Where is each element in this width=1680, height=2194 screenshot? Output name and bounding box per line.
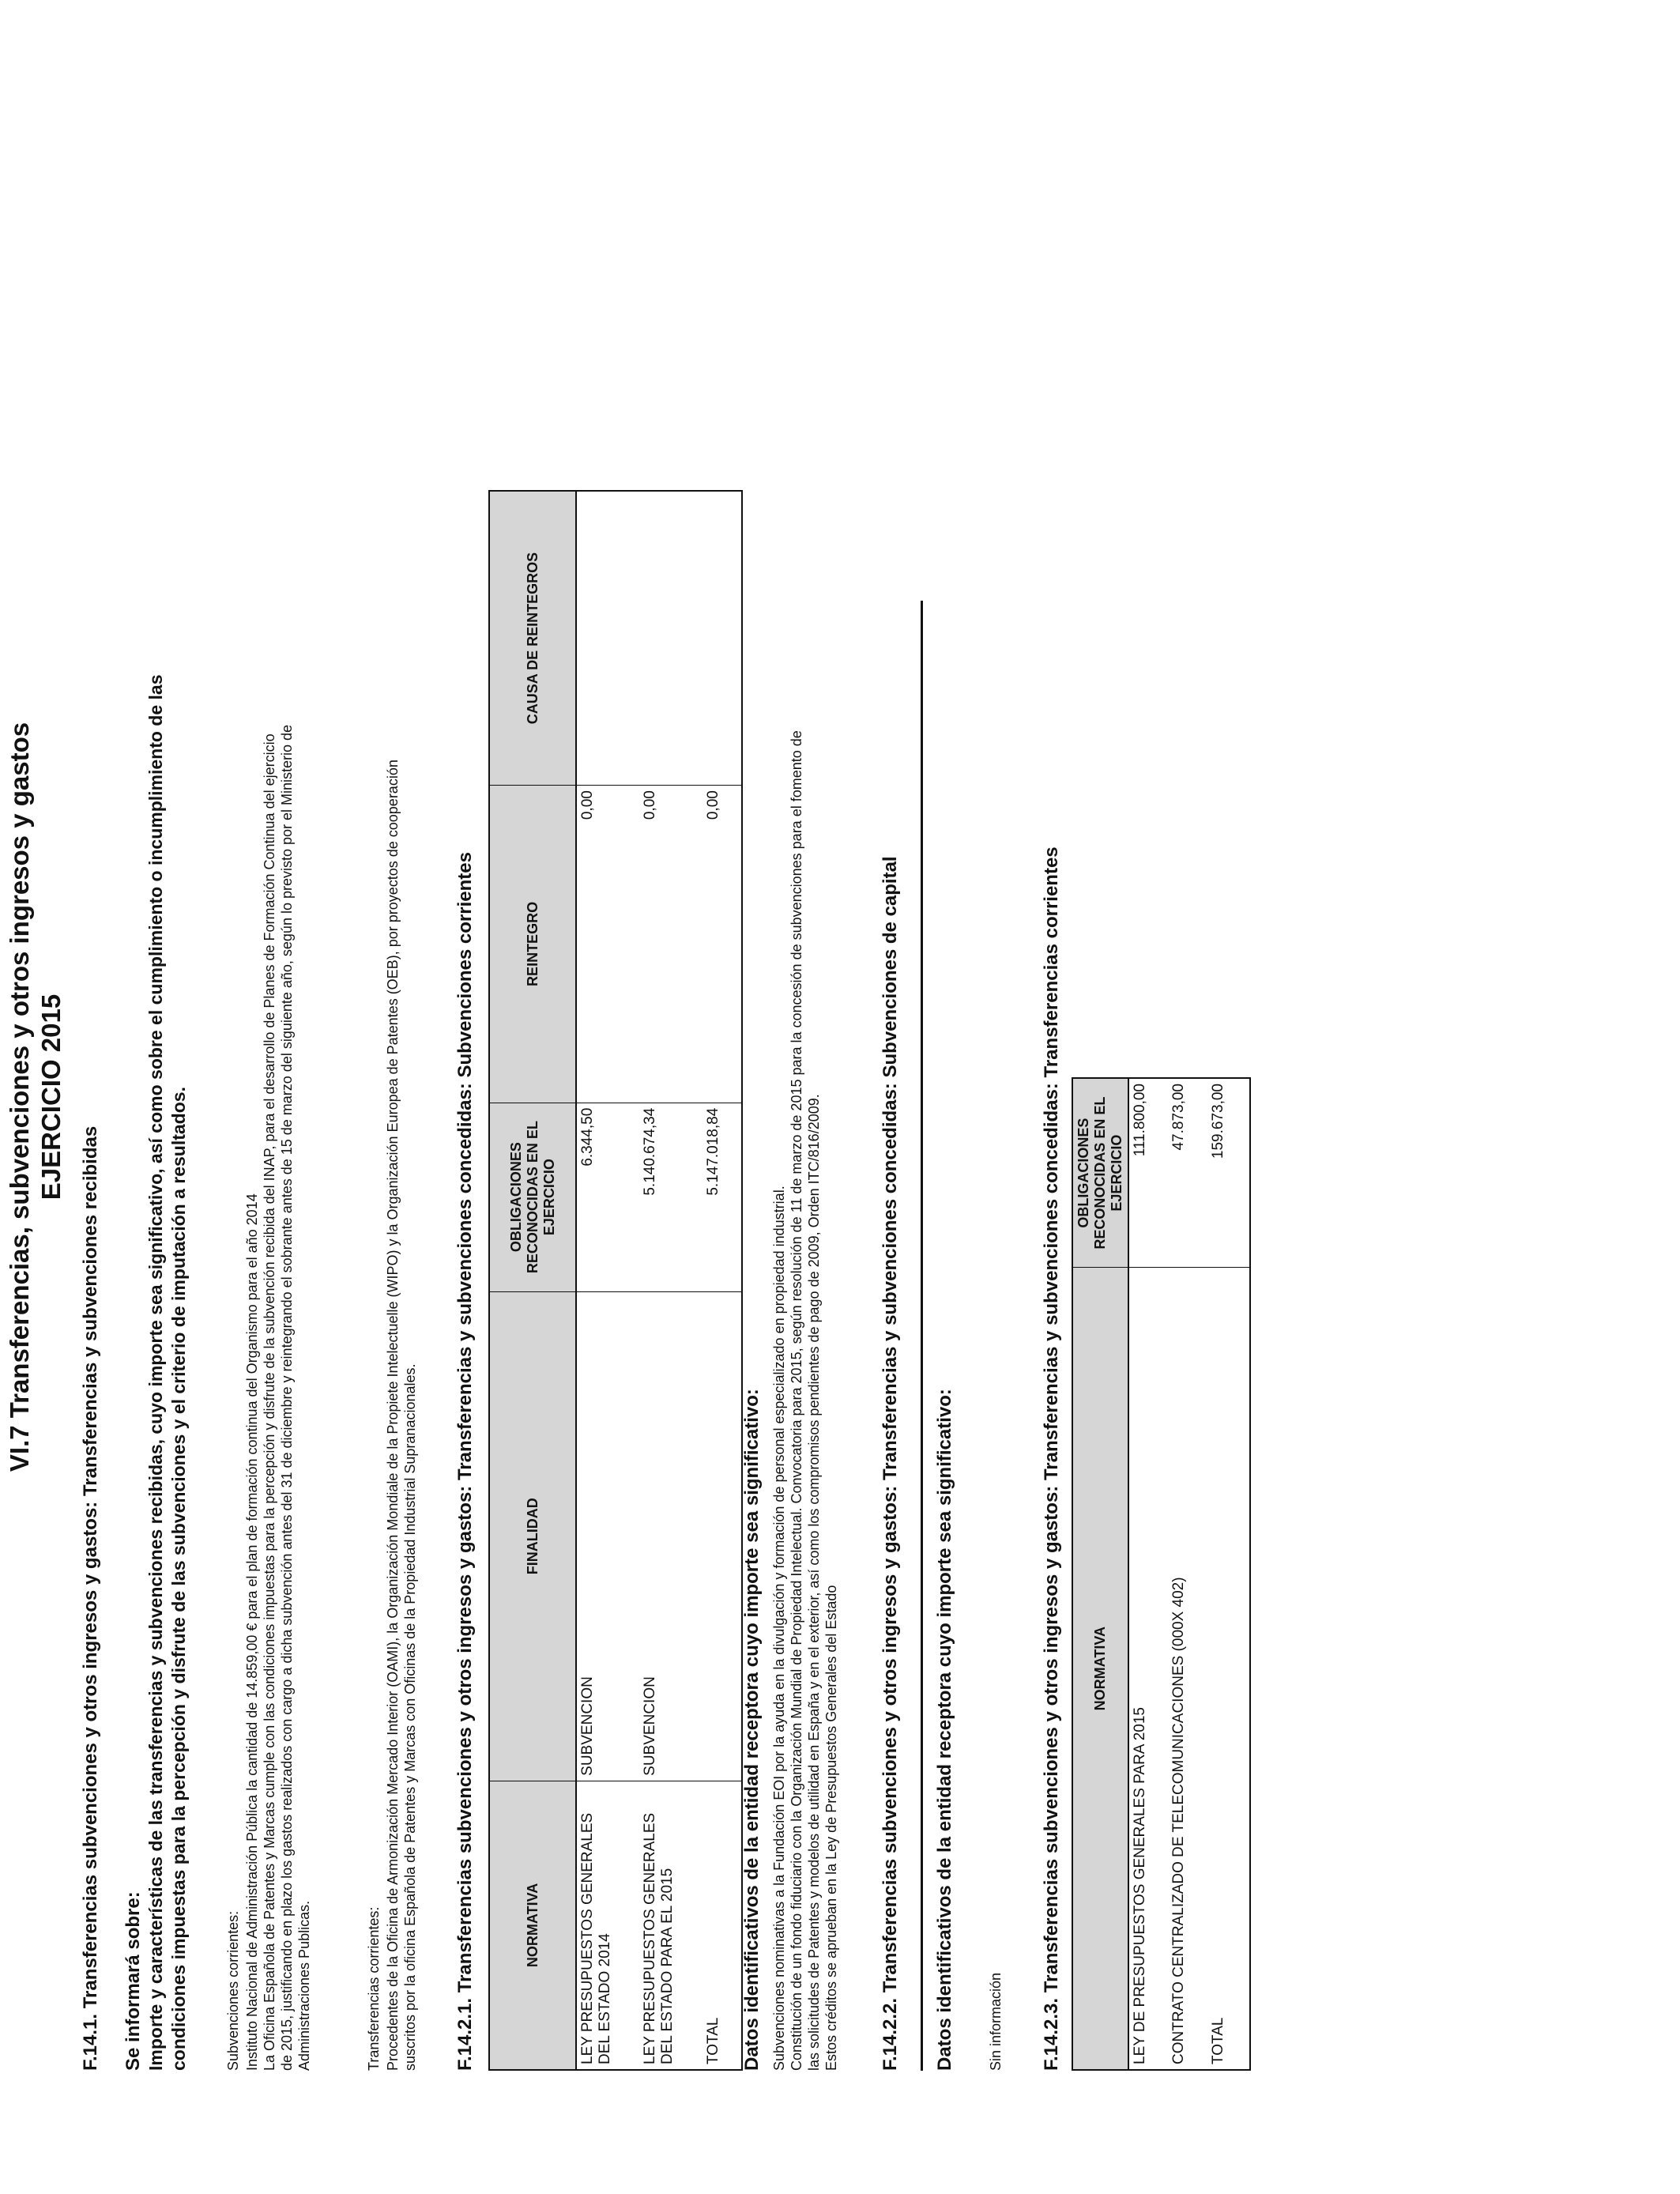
datos-heading-corrientes: Datos identificativos de la entidad receptora cuyo importe sea significativo: — [741, 1389, 763, 2071]
section-heading-f141: F.14.1. Transferencias subvenciones y otros ingresos y gastos: Transferencias y subvenciones recibidas — [80, 1125, 101, 2071]
corrientes-line: La Oficina Española de Patentes y Marcas cumple con las condiciones impuestas para la percepción y disfrute de la subvención recibida del INAP, para el desarrollo de Planes de Formación Continua del ejercicio — [262, 733, 277, 2071]
cell-obligaciones: 5.147.018,84 — [703, 1103, 742, 1291]
table-row — [639, 491, 703, 2070]
datos-line: las solicitudes de Patentes y modelos de utilidad en España y en el exterior, así como los compromisos pendientes de pago de 2009, Orden ITC/816/2009. — [806, 1094, 822, 2071]
cell-reintegro: 0,00 — [576, 786, 639, 1103]
cell-obligaciones: 5.140.674,34 — [639, 1103, 703, 1291]
corrientes-line: Instituto Nacional de Administración Pública la cantidad de 14.859,00 € para el plan de formación continua del Organismo para el año 2014 — [244, 1193, 260, 2071]
cell-reintegro: 0,00 — [703, 786, 742, 1103]
cell-normativa: TOTAL — [1207, 1268, 1250, 2070]
cell-causa — [576, 491, 639, 786]
col-header-obligaciones: OBLIGACIONES RECONOCIDAS EN EL EJERCICIO — [1072, 1078, 1128, 1268]
table-row — [1168, 1078, 1207, 2070]
transferencias-line: suscritos por la oficina Española de Patentes y Marcas con Oficinas de la Propiedad Industrial Supranacionales. — [402, 1363, 418, 2071]
col-header-normativa: NORMATIVA — [1072, 1268, 1128, 2070]
table-row-total — [1207, 1078, 1250, 2070]
section-heading-f1421: F.14.2.1. Transferencias subvenciones y otros ingresos y gastos: Transferencias y subvenciones concedidas: Subvenciones corrientes — [454, 852, 476, 2071]
cell-finalidad — [703, 1291, 742, 1781]
datos-line: Estos créditos se aprueban en la Ley de Presupuestos Generales del Estado — [823, 1585, 839, 2071]
cell-obligaciones: 47.873,00 — [1168, 1078, 1207, 1268]
section-heading-f1422: F.14.2.2. Transferencias subvenciones y otros ingresos y gastos: Transferencias y subvenciones concedidas: Subvenciones de capital — [880, 856, 901, 2071]
inform-text-2: condiciones impuestas para la percepción y disfrute de las subvenciones y el criterio de imputación a resultados. — [168, 1087, 189, 2071]
cell-normativa: CONTRATO CENTRALIZADO DE TELECOMUNICACIONES (000X 402) — [1168, 1268, 1207, 2070]
table-row — [1128, 1078, 1168, 2070]
datos-line: Subvenciones nominativas a la Fundación EOI por la ayuda en la divulgación y formación de personal especializado en propiedad industrial. — [771, 1186, 787, 2071]
cell-obligaciones: 159.673,00 — [1207, 1078, 1250, 1268]
inform-text-1: Importe y características de las transferencias y subvenciones recibidas, cuyo importe sea significativo, así como sobre el cumplimiento o incumplimiento de las — [145, 674, 166, 2071]
transferencias-text — [384, 760, 419, 2071]
page-subtitle: EJERCICIO 2015 — [36, 993, 66, 1201]
cell-reintegro: 0,00 — [639, 786, 703, 1103]
col-header-causa: CAUSA DE REINTEGROS — [489, 491, 576, 786]
col-header-reintegro: REINTEGRO — [489, 786, 576, 1103]
cell-obligaciones: 111.800,00 — [1128, 1078, 1168, 1268]
cell-normativa: LEY PRESUPUESTOS GENERALES DEL ESTADO PARA EL 2015 — [639, 1781, 703, 2070]
subvenciones-corrientes-table — [488, 490, 743, 2071]
table-row — [576, 491, 639, 2070]
datos-line: Constitución de un fondo fiduciario con la Organización Mundial de Propiedad Intelectual. Convocatoria para 2015, según resolución de 11 de marzo de 2015 para la concesión de subvenciones para el fomento de — [789, 730, 804, 2071]
section-rule — [921, 601, 923, 2071]
corrientes-text — [243, 725, 313, 2071]
col-header-finalidad: FINALIDAD — [489, 1291, 576, 1781]
section-heading-f1423: F.14.2.3. Transferencias subvenciones y otros ingresos y gastos: Transferencias y subvenciones concedidas: Transferencias corrientes — [1041, 846, 1062, 2071]
cell-normativa: LEY PRESUPUESTOS GENERALES DEL ESTADO 2014 — [576, 1781, 639, 2070]
cell-finalidad: SUBVENCION — [639, 1291, 703, 1781]
cell-causa — [639, 491, 703, 786]
col-header-normativa: NORMATIVA — [489, 1781, 576, 2070]
corrientes-line: de 2015, justificando en plazo los gastos realizados con cargo a dicha subvención antes del 31 de diciembre y reintegrando el sobrante antes de 15 de marzo del siguiente año, según lo previsto por el Ministerio de — [279, 724, 295, 2071]
transferencias-line: Procedentes de la Oficina de Armonización Mercado Interior (OAMI), la Organización Mondiale de la Propiete Intelectuelle (WIPO) y la Organización Europea de Patentes (OEB), por proyectos de cooperación — [385, 760, 401, 2071]
cell-normativa: LEY DE PRESUPUESTOS GENERALES PARA 2015 — [1128, 1268, 1168, 2070]
table-row-total — [703, 491, 742, 2070]
cell-finalidad: SUBVENCION — [576, 1291, 639, 1781]
transferencias-label: Transferencias corrientes: — [366, 1906, 382, 2071]
datos-heading-capital: Datos identificativos de la entidad receptora cuyo importe sea significativo: — [934, 1389, 955, 2071]
col-header-obligaciones: OBLIGACIONES RECONOCIDAS EN EL EJERCICIO — [489, 1103, 576, 1291]
sin-informacion: Sin información — [988, 1972, 1004, 2071]
datos-text-corrientes — [770, 730, 840, 2071]
inform-label: Se informará sobre: — [122, 1891, 144, 2071]
page-title: VI.7 Transferencias, subvenciones y otros ingresos y gastos — [5, 722, 34, 1472]
cell-causa — [703, 491, 742, 786]
cell-normativa: TOTAL — [703, 1781, 742, 2070]
transferencias-corrientes-table — [1072, 1077, 1251, 2071]
corrientes-line: Administraciones Publicas. — [296, 1900, 312, 2071]
corrientes-label: Subvenciones corrientes: — [225, 1910, 241, 2071]
cell-obligaciones: 6.344,50 — [576, 1103, 639, 1291]
